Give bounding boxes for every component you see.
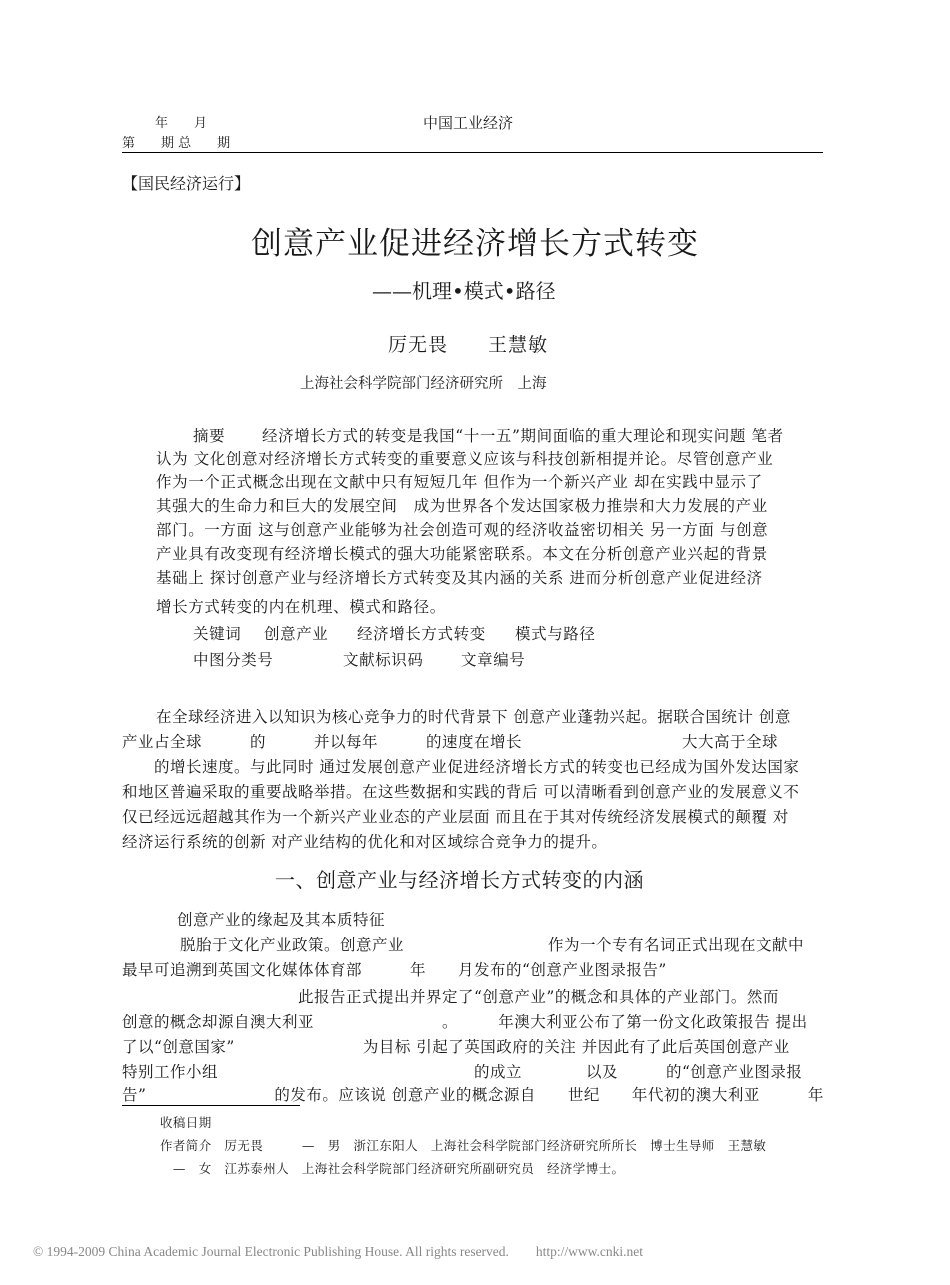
doc-code-label: 文献标识码	[343, 651, 424, 669]
copyright-notice: © 1994-2009 China Academic Journal Electronic Publishing House. All rights reserved. http://www.cnki.net	[33, 1244, 644, 1259]
abstract-line: 基础上 探讨创意产业与经济增长方式转变及其内涵的关系 进而分析创意产业促进经济	[156, 569, 763, 587]
paper-subtitle: ——机理•模式•路径	[372, 279, 556, 303]
column-tag: 【国民经济运行】	[122, 174, 251, 193]
author-bio: 作者简介 厉无畏 — 男 浙江东阳人 上海社会科学院部门经济研究所所长 博士生导师 王慧敏	[160, 1138, 767, 1153]
body-line: 和地区普遍采取的重要战略举措。在这些数据和实践的背后 可以清晰看到创意产业的发展意义不	[122, 783, 800, 801]
abstract-line: 产业具有改变现有经济增长模式的强大功能紧密联系。本文在分析创意产业兴起的背景	[156, 545, 768, 563]
body-line: 的增长速度。与此同时 通过发展创意产业促进经济增长方式的转变也已经成为国外发达国家	[122, 758, 800, 776]
journal-name: 中国工业经济	[423, 114, 514, 132]
affiliation: 上海社会科学院部门经济研究所 上海	[300, 376, 547, 392]
issue-date: 年 月	[155, 116, 208, 131]
keyword: 模式与路径	[515, 625, 596, 643]
body-line: 告” 的发布。应该说 创意产业的概念源自 世纪 年代初的澳大利亚 年	[122, 1086, 824, 1104]
body-line: 了以“创意国家” 为目标 引起了英国政府的关注 并因此有了此后英国创意产业	[122, 1038, 790, 1056]
body-line: 产业占全球 的 并以每年 的速度在增长 大大高于全球	[122, 733, 779, 751]
header-rule	[122, 152, 823, 153]
sub-heading: 创意产业的缘起及其本质特征	[177, 911, 386, 929]
article-no-label: 文章编号	[461, 651, 526, 669]
body-line: 最早可追溯到英国文化媒体体育部 年 月发布的“创意产业图录报告”	[122, 961, 667, 979]
body-line: 特别工作小组 的成立 以及 的“创意产业图录报	[122, 1063, 803, 1081]
body-line: 此报告正式提出并界定了“创意产业”的概念和具体的产业部门。然而	[298, 988, 779, 1006]
body-line: 脱胎于文化产业政策。创意产业 作为一个专有名词正式出现在文献中	[180, 936, 805, 954]
body-line: 仅已经远远超越其作为一个新兴产业业态的产业层面 而且在于其对传统经济发展模式的颠覆 对	[122, 808, 789, 826]
keyword: 经济增长方式转变	[357, 625, 486, 643]
clc-label: 中图分类号	[193, 651, 274, 669]
abstract-line: 部门。一方面 这与创意产业能够为社会创造可观的经济收益密切相关 另一方面 与创意	[156, 521, 769, 539]
abstract-line: 作为一个正式概念出现在文献中只有短短几年 但作为一个新兴产业 却在实践中显示了	[156, 473, 763, 491]
body-line: 经济运行系统的创新 对产业结构的优化和对区域综合竞争力的提升。	[122, 833, 608, 851]
abstract-line: 其强大的生命力和巨大的发展空间 成为世界各个发达国家极力推崇和大力发展的产业	[156, 497, 768, 515]
keyword: 创意产业	[264, 625, 329, 643]
body-line: 在全球经济进入以知识为核心竞争力的时代背景下 创意产业蓬勃兴起。据联合国统计 创意	[156, 708, 791, 726]
keywords-label: 关键词	[193, 625, 242, 643]
issue-number: 第 期 总 期	[122, 136, 231, 151]
abstract-line: 经济增长方式的转变是我国“十一五”期间面临的重大理论和现实问题 笔者	[262, 427, 784, 445]
abstract-line: 增长方式转变的内在机理、模式和路径。	[156, 598, 446, 616]
paper-title: 创意产业促进经济增长方式转变	[251, 226, 699, 262]
footnote-rule	[122, 1105, 300, 1106]
abstract-label: 摘要	[193, 427, 226, 445]
section-heading: 一、创意产业与经济增长方式转变的内涵	[275, 868, 644, 892]
authors: 厉无畏 王慧敏	[388, 334, 549, 356]
received-date: 收稿日期	[160, 1115, 212, 1130]
abstract-line: 认为 文化创意对经济增长方式转变的重要意义应该与科技创新相提并论。尽管创意产业	[156, 450, 774, 468]
body-line: 创意的概念却源自澳大利亚 。 年澳大利亚公布了第一份文化政策报告 提出	[122, 1013, 808, 1031]
author-bio: — 女 江苏泰州人 上海社会科学院部门经济研究所副研究员 经济学博士。	[160, 1161, 625, 1176]
